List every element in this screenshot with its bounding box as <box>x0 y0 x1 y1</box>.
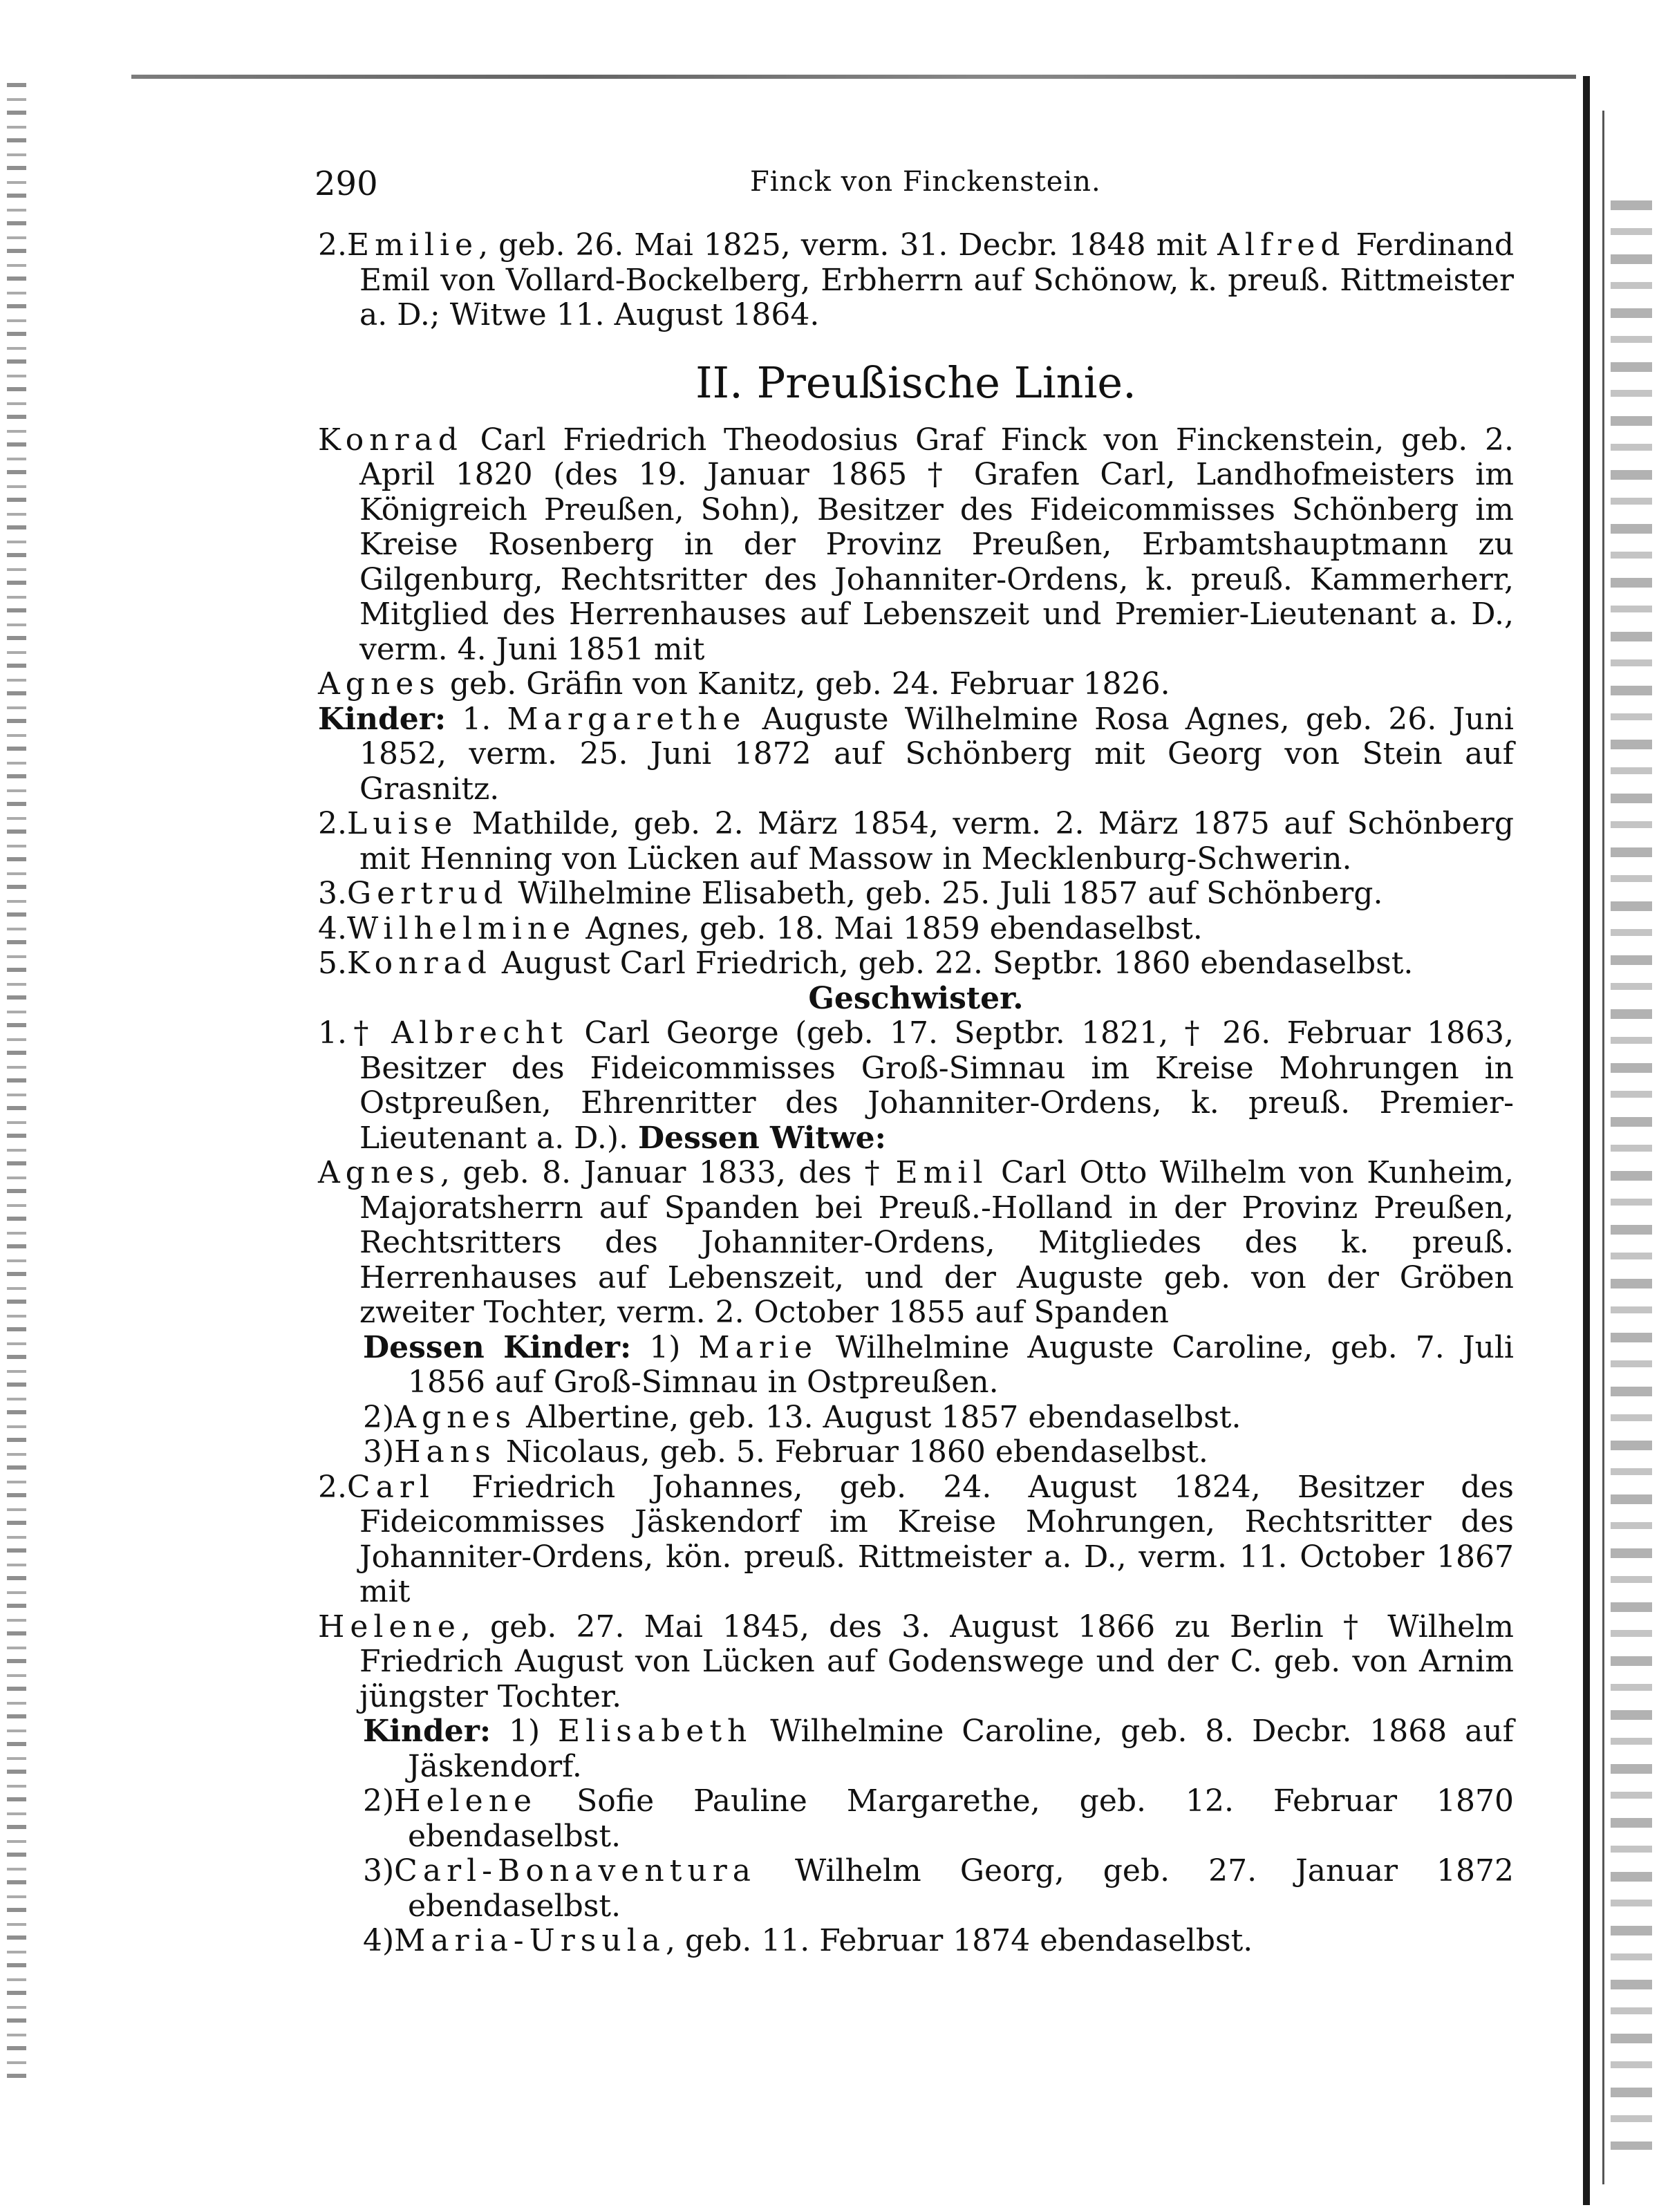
entry-carl-kind-2: 2)Helene Sofie Pauline Margarethe, geb. 12. Februar 1870 ebendaselbst. <box>363 1783 1514 1854</box>
entry-carl: 2.Carl Friedrich Johannes, geb. 24. August 1824, Besitzer des Fideicommisses Jäskendorf im Kreise Mohrungen, Rechtsritter des Johanniter-Ordens, kön. preuß. Rittmeister a. D., verm. 11. October 1867 mit <box>318 1469 1514 1609</box>
adjacent-page-strip <box>1611 200 1652 2150</box>
entry-kind-4: 4.Wilhelmine Agnes, geb. 18. Mai 1859 ebendaselbst. <box>318 910 1203 946</box>
entry-carl-kind-4: 4)Maria-Ursula, geb. 11. Februar 1874 ebendaselbst. <box>363 1923 1253 1958</box>
entry-kind-3: 3.Gertrud Wilhelmine Elisabeth, geb. 25. Juli 1857 auf Schönberg. <box>318 876 1383 911</box>
page-header <box>315 165 1510 206</box>
entry-kind-2: 2.Luise Mathilde, geb. 2. März 1854, verm. 2. März 1875 auf Schönberg mit Henning von Lücken auf Massow in Mecklenburg-Schwerin. <box>318 806 1514 877</box>
entry-kind-5: 5.Konrad August Carl Friedrich, geb. 22. Septbr. 1860 ebendaselbst. <box>318 946 1414 981</box>
entry-carl-kinder-1: Kinder: 1) Elisabeth Wilhelmine Caroline, geb. 8. Decbr. 1868 auf Jäskendorf. <box>363 1714 1515 1784</box>
entry-emilie: 2.Emilie, geb. 26. Mai 1825, verm. 31. Decbr. 1848 mit Alfred Ferdinand Emil von Vollard-Bockelberg, Erbherrn auf Schönow, k. preuß. Rittmeister a. D.; Witwe 11. August 1864. <box>318 227 1514 332</box>
entry-albrecht-widow: Agnes, geb. 8. Januar 1833, des † Emil Carl Otto Wilhelm von Kunheim, Majoratsherrn auf Spanden bei Preuß.-Holland in der Provinz Preußen, Rechtsritters des Johanniter-Ordens, Mitgliedes des k. preuß. Herrenhauses auf Lebenszeit, und der Auguste geb. von der Gröben zweiter Tochter, verm. 2. October 1855 auf Spanden <box>318 1155 1514 1330</box>
entry-kinder-1: Kinder: 1. Margarethe Auguste Wilhelmine Rosa Agnes, geb. 26. Juni 1852, verm. 25. Juni 1872 auf Schönberg mit Georg von Stein auf Grasnitz. <box>318 701 1514 807</box>
entry-agnes-wife: Agnes geb. Gräfin von Kanitz, geb. 24. Februar 1826. <box>318 666 1170 702</box>
entry-carl-wife: Helene, geb. 27. Mai 1845, des 3. August 1866 zu Berlin † Wilhelm Friedrich August von Lücken auf Godenswege und der C. geb. von Arnim jüngster Tochter. <box>318 1609 1514 1714</box>
running-title: Finck von Finckenstein. <box>750 166 1101 198</box>
page-number: 290 <box>315 165 378 203</box>
geschwister-heading: Geschwister. <box>808 980 1024 1016</box>
page-body <box>318 228 1514 1959</box>
entry-albrecht-kind-3: 3)Hans Nicolaus, geb. 5. Februar 1860 ebendaselbst. <box>363 1434 1208 1470</box>
entry-albrecht-kind-2: 2)Agnes Albertine, geb. 13. August 1857 ebendaselbst. <box>363 1399 1241 1435</box>
page-gutter-inner <box>1602 111 1604 2184</box>
scan-left-edge <box>7 83 26 2088</box>
scan-top-rule <box>131 75 1576 79</box>
section-title: II. Preußische Linie. <box>695 357 1136 408</box>
entry-konrad-head: Konrad Carl Friedrich Theodosius Graf Finck von Finckenstein, geb. 2. April 1820 (des 19. Januar 1865 † Grafen Carl, Landhofmeisters im Königreich Preußen, Sohn), Besitzer des Fideicommisses Schönberg im Kreise Rosenberg in der Provinz Preußen, Erbamtshauptmann zu Gilgenburg, Rechtsritter des Johanniter-Ordens, k. preuß. Kammerherr, Mitglied des Herrenhauses auf Lebenszeit und Premier-Lieutenant a. D., verm. 4. Juni 1851 mit <box>318 422 1514 667</box>
page-gutter <box>1583 76 1590 2205</box>
entry-albrecht: 1.† Albrecht Carl George (geb. 17. Septbr. 1821, † 26. Februar 1863, Besitzer des Fideicommisses Groß-Simnau im Kreise Mohrungen in Ostpreußen, Ehrenritter des Johanniter-Ordens, k. preuß. Premier-Lieutenant a. D.). Dessen Witwe: <box>318 1015 1515 1156</box>
entry-carl-kind-3: 3)Carl-Bonaventura Wilhelm Georg, geb. 27. Januar 1872 ebendaselbst. <box>363 1853 1514 1924</box>
entry-albrecht-kinder-1: Dessen Kinder: 1) Marie Wilhelmine Auguste Caroline, geb. 7. Juli 1856 auf Groß-Simnau in Ostpreußen. <box>363 1329 1514 1400</box>
